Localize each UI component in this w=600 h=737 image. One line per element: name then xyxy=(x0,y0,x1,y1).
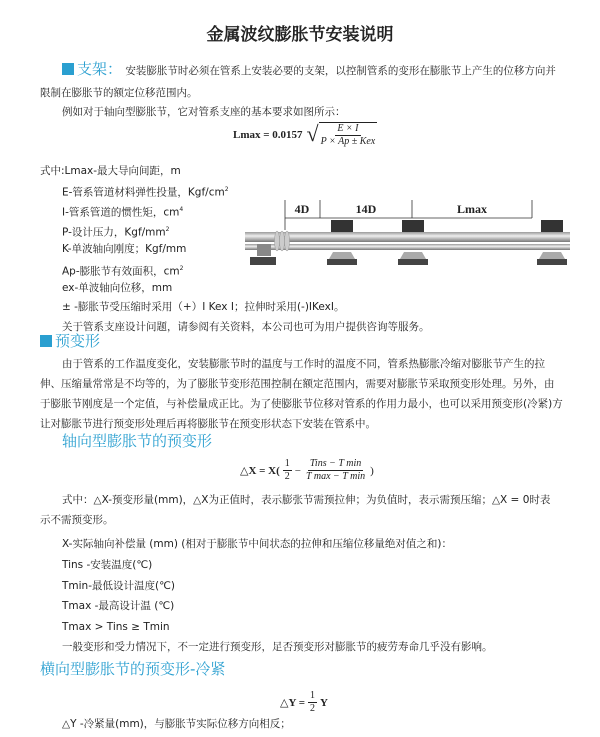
delta-x-formula xyxy=(240,458,374,483)
lateral-line: △Y -冷紧量(mm)，与膨胀节实际位移方向相反； xyxy=(62,718,291,730)
axial-line: 式中：△X-预变形量(mm)，△X为正值时，表示膨张节需预拉伸；为负值时，表示需预压缩；△X = 0时表 xyxy=(62,494,551,506)
guide-support xyxy=(398,220,428,265)
predeform-heading-row xyxy=(40,334,100,350)
dim-label-4d: 4D xyxy=(294,202,310,216)
pipe xyxy=(245,232,570,242)
formula-numerator: Tins − T min xyxy=(309,458,362,469)
delta-y-formula xyxy=(280,690,328,715)
pipe-support-diagram xyxy=(245,198,575,283)
pipe xyxy=(245,244,570,250)
predeform-paragraph-line: 由于管系的工作温度变化，安装膨胀节时的温度与工作时的温度不同，管系热膨胀冷缩对膨胀节产生的拉 xyxy=(62,358,545,370)
axial-line: 示不需预变形。 xyxy=(40,514,114,526)
formula-lhs: △X = X( xyxy=(240,465,280,477)
half-fraction: $\frac{1}{2}$ xyxy=(310,690,316,714)
fixed-support xyxy=(257,244,271,256)
formula-rhs: Y xyxy=(320,696,328,709)
subheading-lateral: 横向型膨胀节的预变形-冷紧 xyxy=(40,660,226,678)
axial-line: Tmax > Tins ≥ Tmin xyxy=(62,621,170,633)
dim-label-14d: 14D xyxy=(355,202,377,216)
square-bullet-icon xyxy=(62,63,74,75)
support-section xyxy=(62,62,556,78)
square-bullet-icon xyxy=(40,335,52,347)
support-base xyxy=(250,257,276,265)
predeform-paragraph-line: 让对膨胀节进行预变形处理后再将膨胀节在预变形状态下安装在管系中。 xyxy=(40,418,376,430)
guide-support xyxy=(327,220,357,265)
formula-denominator: T max − T min xyxy=(306,471,366,482)
support-note: 关于管系支座设计问题，请参阅有关资料，本公司也可为用户提供咨询等服务。 xyxy=(62,321,430,333)
support-paragraph-line: 安装膨胀节时必须在管系上安装必要的支架，以控制管系的变形在膨胀节上产生的位移方向并 xyxy=(125,65,556,77)
bellows xyxy=(275,231,290,251)
legend-item: Ap-膨胀节有效面积，$cm^2$ xyxy=(62,265,184,278)
half-fraction: $\frac{1}{2}$ xyxy=(284,458,290,482)
section-heading-support: 支架： xyxy=(77,60,123,78)
dim-label-lmax: Lmax xyxy=(457,202,487,216)
axial-line: Tmin-最低设计温度(℃) xyxy=(62,580,175,592)
legend-item: ex-单波轴向位移，mm xyxy=(62,282,173,294)
axial-line: Tins -安装温度(℃) xyxy=(62,559,153,571)
legend-intro: 式中:Lmax-最大导向间距，m xyxy=(40,165,181,177)
axial-line: 一般变形和受力情况下，不一定进行预变形，足否预变形对膨胀节的疲劳寿命几乎没有影响。 xyxy=(62,641,493,653)
legend-item: ± -膨胀节受压缩时采用（+）I Kex I；拉伸时采用(-)IKexI。 xyxy=(62,301,345,313)
legend-item: E-管系管道材料弹性投量，Kgf/$cm^2$ xyxy=(62,186,229,199)
axial-line: Tmax -最高设计温 (℃) xyxy=(62,600,175,612)
predeform-paragraph-line: 于膨胀节刚度是一个定值，与补偿量成正比。为了使膨胀节位移对管系的作用力最小，也可以采用预变形(冷紧)方 xyxy=(40,398,563,410)
formula-numerator: E × I xyxy=(337,123,359,134)
close-paren: ) xyxy=(370,464,374,477)
formula-denominator: P × Ap ± Kex xyxy=(320,136,376,147)
subheading-axial: 轴向型膨胀节的预变形 xyxy=(62,432,213,450)
support-paragraph-line: 限制在膨胀节的额定位移范围内。 xyxy=(40,87,198,99)
page-title: 金属波纹膨胀节安装说明 xyxy=(206,25,394,45)
section-heading-predeform: 预变形 xyxy=(55,332,101,350)
formula-lhs: △Y = xyxy=(280,697,306,709)
sqrt-sign: √ $\frac{E \times I}{\text{P × Ap ± Kex}}$ xyxy=(306,121,376,147)
lmax-formula xyxy=(233,122,377,148)
predeform-paragraph-line: 伸、压缩量常常是不均等的，为了膨胀节变形范围控制在额定范围内，需要对膨胀节采取预变形处理。另外，由 xyxy=(40,378,555,390)
support-example: 例如对于轴向型膨胀节，它对管系支座的基本要求如图所示： xyxy=(62,106,346,118)
formula-lhs: Lmax = 0.0157 xyxy=(233,129,303,141)
axial-line: X-实际轴向补偿量 (mm) (相对于膨胀节中间状态的拉伸和压缩位移量绝对值之和)： xyxy=(62,538,452,550)
legend-item: P-设计压力，Kgf/$mm^2$ xyxy=(62,226,170,239)
minus-sign: − xyxy=(294,464,301,477)
temperature-fraction xyxy=(304,458,367,483)
guide-support xyxy=(537,220,567,265)
legend-item: K-单波轴向刚度；Kgf/mm xyxy=(62,243,187,255)
legend-item: I-管系管道的惯性矩，$cm^4$ xyxy=(62,206,184,219)
